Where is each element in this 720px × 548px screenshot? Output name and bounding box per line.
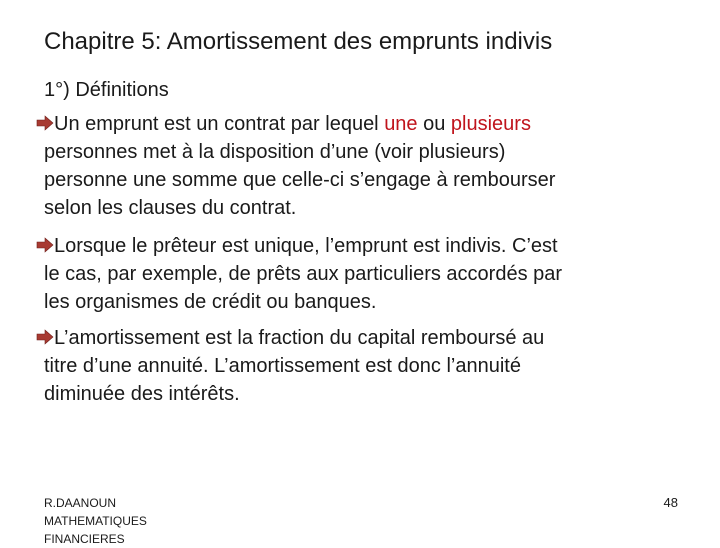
bullet-text: Un emprunt est un contrat par lequel [54,113,385,135]
bullet-line: le cas, par exemple, de prêts aux particuliers accordés par [44,263,563,285]
emphasis-text: plusieurs [450,113,531,135]
bullet-line: diminuée des intérêts. [44,383,240,405]
footer-author-line: R.DAANOUN [44,496,117,510]
bullet-line: selon les clauses du contrat. [44,197,297,219]
bullet-line [44,110,704,138]
slide-title: Chapitre 5: Amortissement des emprunts indivis [44,28,553,55]
bullet-line [44,324,704,352]
page-number: 48 [663,495,678,510]
bullet-line: personne une somme que celle-ci s’engage à rembourser [44,169,556,191]
bullet-line: titre d’une annuité. L’amortissement est donc l’annuité [44,355,521,377]
bullet-paragraph-amortissement [44,324,704,408]
bullet-paragraph-emprunt [44,110,704,222]
bullet-line: les organismes de crédit ou banques. [44,291,377,313]
bullet-line [44,232,704,260]
section-heading: 1°) Définitions [44,79,169,101]
footer-author-line: FINANCIERES [44,532,125,546]
bullet-text: ou [417,113,451,135]
bullet-text: Lorsque le prêteur est unique, l’emprunt est indivis. C’est [54,235,558,257]
footer-author-line: MATHEMATIQUES [44,514,147,528]
bullet-line: personnes met à la disposition d’une (voir plusieurs) [44,141,506,163]
arrow-right-icon [36,237,54,253]
bullet-paragraph-indivis [44,232,704,316]
bullet-text: L’amortissement est la fraction du capital remboursé au [54,327,545,349]
arrow-right-icon [36,115,54,131]
emphasis-text: une [384,113,418,135]
arrow-right-icon [36,329,54,345]
